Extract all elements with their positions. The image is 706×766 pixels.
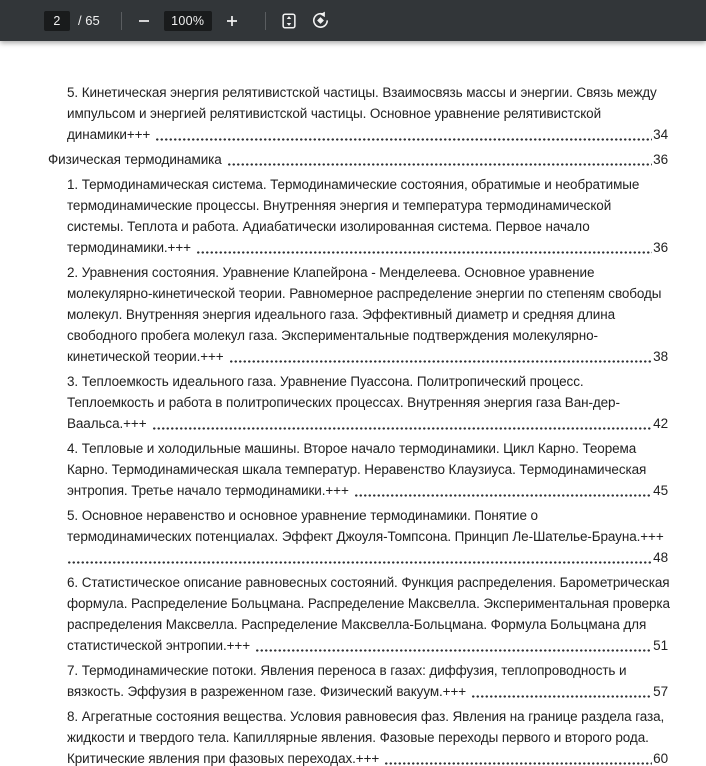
minus-icon — [137, 14, 151, 28]
toc-entry — [48, 262, 668, 367]
toolbar-divider — [121, 12, 122, 30]
toc-line-text: жидкости и твердого тела. Капиллярные явления. Фазовые переходы первого и второго рода. — [67, 730, 649, 745]
pdf-viewport[interactable] — [0, 41, 706, 766]
toc-entry — [48, 572, 668, 656]
toc-page-number: 51 — [653, 638, 668, 653]
toc-line-text: Теплоемкость и работа в политропических процессах. Внутренняя энергия газа Ван-дер- — [67, 395, 620, 410]
toc-line-text: термодинамики.+++ — [67, 240, 191, 255]
toc-page-number: 57 — [653, 684, 668, 699]
toc-line-text: 1. Термодинамическая система. Термодинамические состояния, обратимые и необратимые — [67, 177, 640, 192]
toc-line-text: вязкость. Эффузия в разреженном газе. Физический вакуум.+++ — [67, 684, 467, 699]
zoom-out-button[interactable] — [132, 9, 156, 33]
toc-last-line — [67, 681, 668, 702]
toc-last-line — [67, 124, 668, 145]
toc-entry — [48, 505, 668, 568]
dot-leader — [155, 124, 652, 145]
toc-entry — [48, 438, 668, 501]
page-number-input[interactable]: 2 — [44, 11, 70, 31]
toc-line-text: Физическая термодинамика — [48, 152, 222, 167]
toc-line-text: импульсом и энергией релятивистской частицы. Основное уравнение релятивистской — [67, 106, 602, 121]
toc-line-text: 2. Уравнения состояния. Уравнение Клапейрона - Менделеева. Основное уравнение — [67, 265, 595, 280]
toc-page-number: 34 — [653, 127, 668, 142]
dot-leader — [227, 149, 653, 170]
toc-line-text: распределения Максвелла. Распределение Максвелла-Больцмана. Формула Больцмана для — [67, 617, 647, 632]
toc-line-text: динамики+++ — [67, 127, 151, 142]
toc-entry — [48, 82, 668, 145]
toc-section-entry — [48, 149, 668, 170]
toc-entry — [48, 706, 668, 766]
page-count-label: / 65 — [78, 13, 100, 28]
rotate-counterclockwise-icon — [311, 11, 330, 30]
dot-leader — [67, 547, 652, 568]
toc-last-line — [48, 149, 668, 170]
toc-line-text: свободного пробега молекул газа. Экспериментальные подтверждения молекулярно- — [67, 328, 598, 343]
dot-leader — [471, 681, 652, 702]
toc-line-text: молекулярно-кинетической теории. Равномерное распределение энергии по степеням свободы — [67, 286, 662, 301]
toc-line-text: кинетической теории.+++ — [67, 349, 224, 364]
toc-page-number: 45 — [653, 483, 668, 498]
toc-entry — [48, 660, 668, 702]
toc-line-text: статистической энтропии.+++ — [67, 638, 250, 653]
toc-page-number: 42 — [653, 416, 668, 431]
toc-line-text: Критические явления при фазовых переходах.+++ — [67, 751, 380, 766]
fit-to-page-button[interactable] — [277, 9, 301, 33]
toc-line-text: системы. Теплота и работа. Адиабатически изолированная система. Первое начало — [67, 219, 590, 234]
toc-line-text: энтропия. Третье начало термодинамики.+++ — [67, 483, 349, 498]
toc-page-number: 38 — [653, 349, 668, 364]
toc-last-line — [67, 237, 668, 258]
dot-leader — [354, 480, 652, 501]
pdf-page — [0, 41, 706, 766]
toc-line-text: 7. Термодинамические потоки. Явления переноса в газах: диффузия, теплопроводность и — [67, 663, 627, 678]
toc-page-number: 48 — [653, 550, 668, 565]
toc-last-line — [67, 547, 668, 568]
toolbar-divider — [265, 12, 266, 30]
dot-leader — [255, 635, 652, 656]
toc-page-number: 36 — [653, 152, 668, 167]
toc-last-line — [67, 635, 668, 656]
toc-page-number: 36 — [653, 240, 668, 255]
pdf-toolbar — [0, 0, 706, 41]
toc-line-text: 3. Теплоемкость идеального газа. Уравнение Пуассона. Политропический процесс. — [67, 374, 584, 389]
toc-line-text: 5. Кинетическая энергия релятивистской частицы. Взаимосвязь массы и энергии. Связь между — [67, 85, 657, 100]
fit-to-page-icon — [280, 12, 298, 30]
toc-line-text: 4. Тепловые и холодильные машины. Второе начало термодинамики. Цикл Карно. Теорема — [67, 441, 637, 456]
toc-line-text: 8. Агрегатные состояния вещества. Условия равновесия фаз. Явления на границе раздела газа, — [67, 709, 665, 724]
dot-leader — [229, 346, 653, 367]
toc-entry — [48, 174, 668, 258]
toc-line-text: Ваальса.+++ — [67, 416, 147, 431]
toc-last-line — [67, 480, 668, 501]
toc-line-text: молекул. Внутренняя энергия идеального газа. Эффективный диаметр и средняя длина — [67, 307, 615, 322]
toc-line-text: 6. Статистическое описание равновесных состояний. Функция распределения. Барометрическая — [67, 575, 670, 590]
toc-line-text: Карно. Термодинамическая шкала температур. Неравенство Клаузиуса. Термодинамическая — [67, 462, 647, 477]
toc-last-line — [67, 413, 668, 434]
dot-leader — [152, 413, 653, 434]
toc-page-number: 60 — [653, 751, 668, 766]
dot-leader — [196, 237, 652, 258]
rotate-counterclockwise-button[interactable] — [309, 9, 333, 33]
toc-line-text: 5. Основное неравенство и основное уравнение термодинамики. Понятие о — [67, 508, 538, 523]
toc-last-line — [67, 748, 668, 766]
toc-last-line — [67, 346, 668, 367]
toc-line-text: формула. Распределение Больцмана. Распределение Максвелла. Экспериментальная проверка — [67, 596, 670, 611]
dot-leader — [384, 748, 652, 766]
toc-line-text: термодинамических потенциалах. Эффект Джоуля-Томпсона. Принцип Ле-Шателье-Брауна.+++ — [67, 529, 664, 544]
toc-line-text: термодинамические процессы. Внутренняя энергия и температура термодинамической — [67, 198, 612, 213]
zoom-level-input[interactable]: 100% — [164, 11, 212, 31]
zoom-in-button[interactable] — [220, 9, 244, 33]
plus-icon — [225, 14, 239, 28]
table-of-contents — [48, 82, 668, 766]
toc-entry — [48, 371, 668, 434]
